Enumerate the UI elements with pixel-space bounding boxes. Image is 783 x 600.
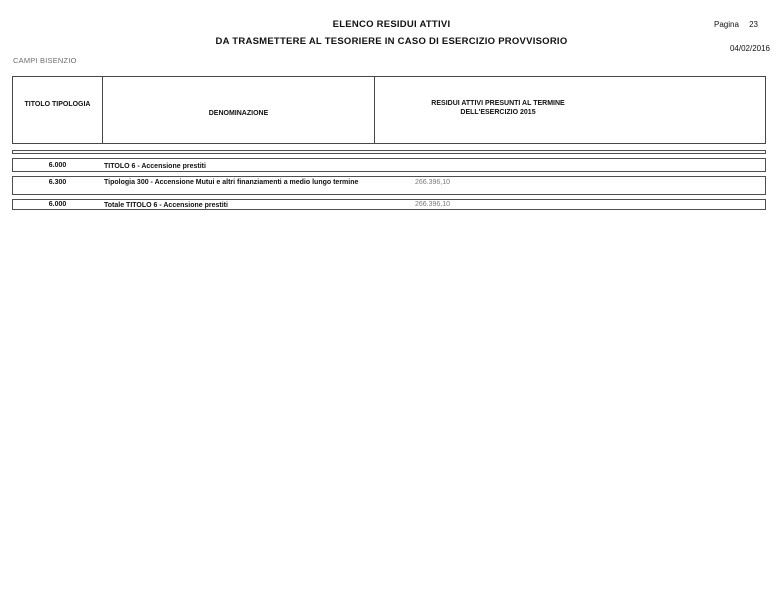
- row-code: 6.000: [48, 201, 67, 208]
- table-row: [12, 158, 766, 172]
- report-title: ELENCO RESIDUI ATTIVI: [332, 19, 451, 30]
- table-row: [12, 176, 766, 195]
- entity-name: CAMPI BISENZIO: [13, 56, 77, 65]
- row-code: 6.000: [48, 162, 67, 169]
- report-subtitle: DA TRASMETTERE AL TESORIERE IN CASO DI ESERCIZIO PROVVISORIO: [215, 36, 568, 47]
- page-number-label: Pagina: [714, 20, 739, 29]
- table-row: [12, 199, 766, 210]
- row-value: 266.396,10: [415, 201, 451, 208]
- report-date: 04/02/2016: [729, 44, 770, 53]
- column-header-residui-line1: RESIDUI ATTIVI PRESUNTI AL TERMINE: [431, 100, 565, 107]
- row-code: 6.300: [48, 179, 67, 186]
- column-header-residui-line2: DELL'ESERCIZIO 2015: [460, 109, 536, 116]
- page-number-value: 23: [749, 20, 758, 29]
- page-number-block: [714, 20, 758, 29]
- table-header: [12, 76, 766, 144]
- column-header-denominazione: DENOMINAZIONE: [208, 110, 269, 117]
- separator-band: [12, 150, 766, 154]
- row-denominazione: Tipologia 300 - Accensione Mutui e altri finanziamenti a medio lungo termine: [104, 179, 359, 186]
- row-value: 266.396,10: [415, 179, 451, 186]
- column-header-titolo-tipologia: TITOLO TIPOLOGIA: [24, 101, 91, 108]
- column-header-residui-attivi: [375, 99, 621, 117]
- row-denominazione: Totale TITOLO 6 - Accensione prestiti: [104, 202, 228, 209]
- row-denominazione: TITOLO 6 - Accensione prestiti: [104, 163, 206, 170]
